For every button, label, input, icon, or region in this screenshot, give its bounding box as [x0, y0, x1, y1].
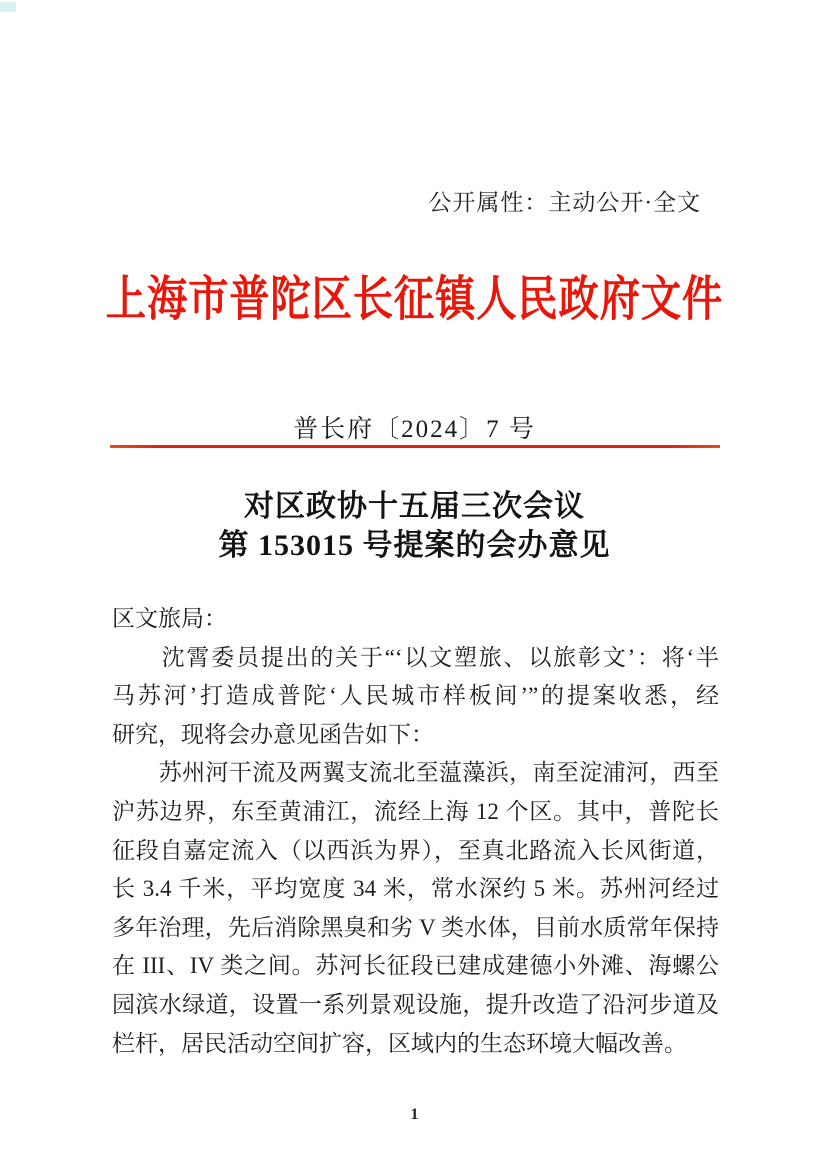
- page-number: 1: [410, 1106, 419, 1123]
- body-line: 多年治理，先后消除黑臭和劣 V 类水体，目前水质常年保持: [112, 914, 719, 940]
- body-line: 征段自嘉定流入（以西浜为界），至真北路流入长风街道，: [112, 837, 719, 863]
- body-line: 研究，现将会办意见函告如下：: [112, 721, 434, 747]
- scan-artifact: [0, 2, 16, 12]
- body-line: 马苏河’打造成普陀‘人民城市样板间’”的提案收悉，经: [112, 683, 719, 709]
- body-line: 长 3.4 千米，平均宽度 34 米，常水深约 5 米。苏州河经过: [112, 876, 719, 902]
- publicity-attribute-note: 公开属性：主动公开·全文: [428, 190, 701, 215]
- body-line: 在 III、IV 类之间。苏河长征段已建成建德小外滩、海螺公: [112, 953, 719, 979]
- masthead-title: 上海市普陀区长征镇人民政府文件: [105, 273, 724, 326]
- body-line: 沪苏边界，东至黄浦江，流经上海 12 个区。其中，普陀长: [112, 798, 719, 824]
- body-line: 栏杆，居民活动空间扩容，区域内的生态环境大幅改善。: [112, 1030, 687, 1056]
- salutation: 区文旅局：: [112, 606, 227, 631]
- subject-title-line1: 对区政协十五届三次会议: [244, 490, 585, 523]
- body-line: 沈霄委员提出的关于“‘以文塑旅、以旅彰文’：将‘半: [112, 644, 719, 670]
- subject-title-line2: 第 153015 号提案的会办意见: [218, 529, 611, 562]
- document-number: 普长府〔2024〕7 号: [293, 416, 536, 443]
- subject-title: [0, 487, 829, 565]
- body-line: 苏州河干流及两翼支流北至蕰藻浜，南至淀浦河，西至: [112, 760, 719, 786]
- body-paragraphs: [112, 639, 719, 1064]
- red-separator-rule: [110, 445, 720, 448]
- document-body: [112, 600, 719, 1063]
- body-line: 园滨水绿道，设置一系列景观设施，提升改造了沿河步道及: [112, 991, 719, 1017]
